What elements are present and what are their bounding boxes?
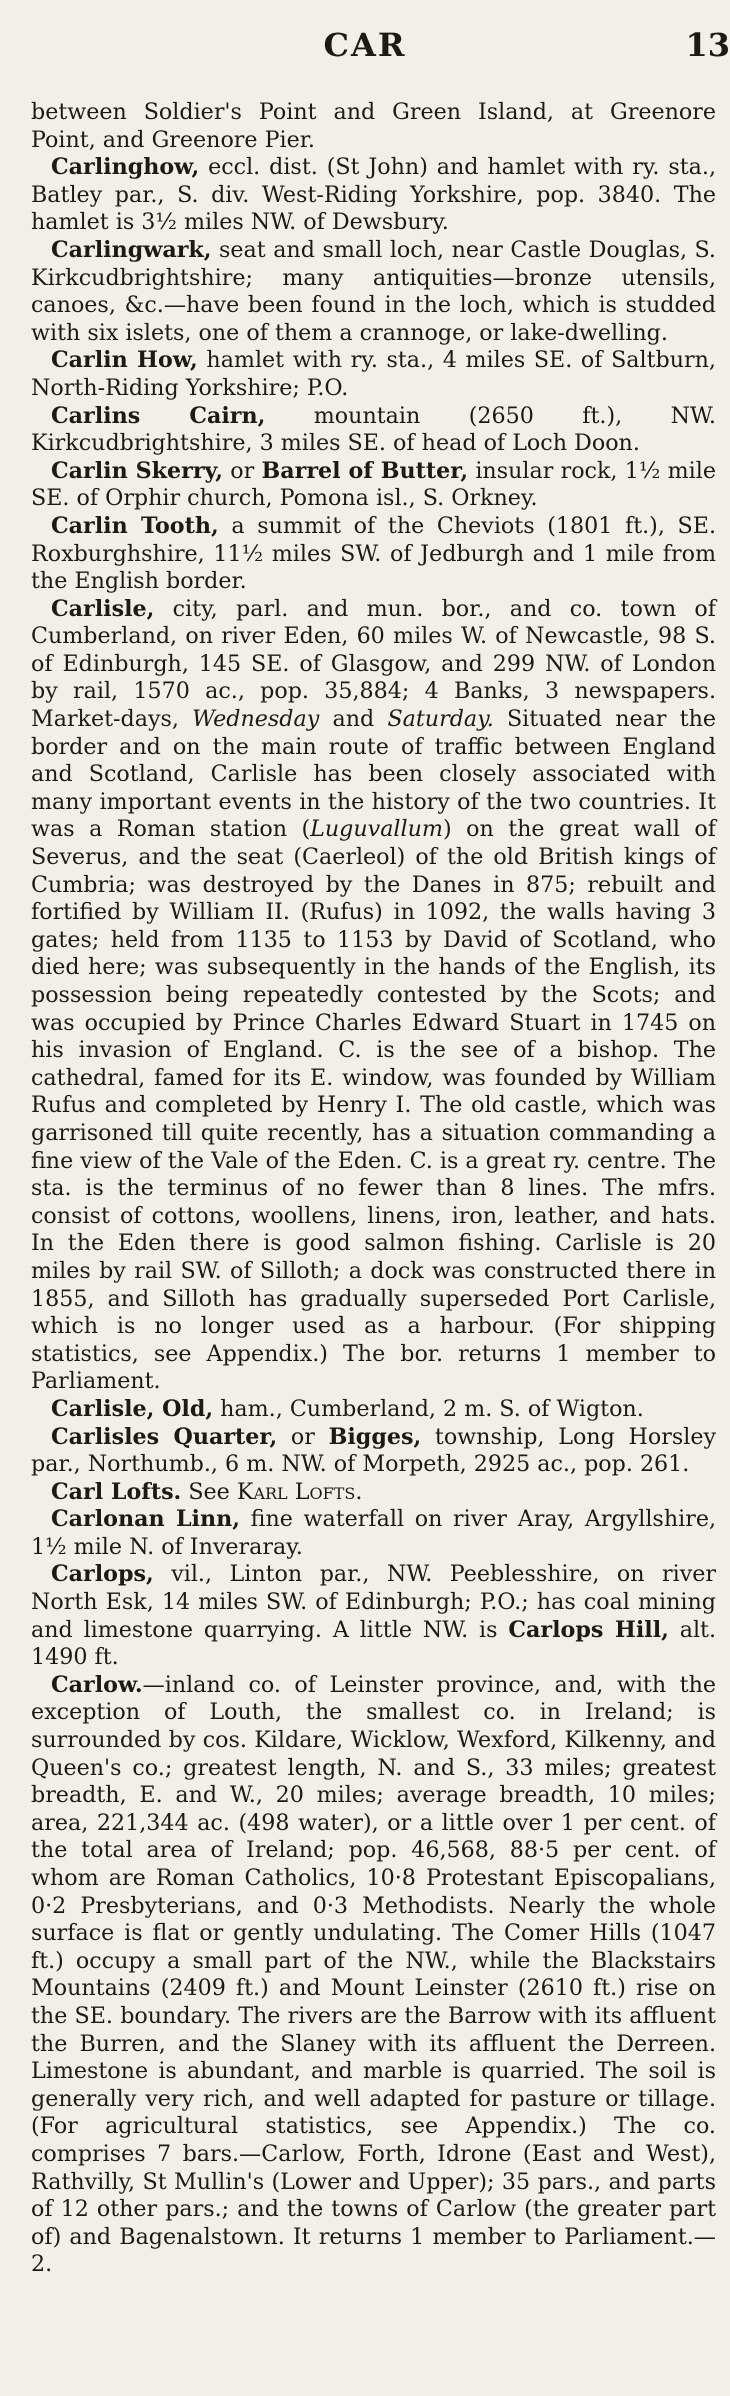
entry-body: vil., Linton par., NW. Peeblesshire, on river North Esk, 14 miles SW. of Edinburgh; P.O.; has coal mining and limestone quarrying. A little NW. is [31,1561,716,1643]
entry-body: city, parl. and mun. bor., and co. town of Cumberland, on river Eden, 60 miles W. of Newcastle, 98 S. of Edinburgh, 145 SE. of Glasgow, and 299 NW. of London by rail, 1570 ac., pop. 35,884; 4 Banks, 3 newspapers. Market-days, [31,595,716,733]
entry-headword: Carlinghow, [51,154,200,181]
entry-body: ham., Cumberland, 2 m. S. of Wigton. [213,1395,644,1422]
entry-alt-headword: Barrel of Butter, [261,457,469,484]
entry-body: —inland co. of Leinster province, and, with the exception of Louth, the smallest co. in Ireland; is surrounded by cos. Kildare, Wicklow, Wexford, Kilkenny, and Queen's co.; greatest length, N. and S., 33 miles; greatest breadth, E. and W., 20 miles; average breadth, 10 miles; area, 221,344 ac. (498 water), or a little over 1 per cent. of the total area of Ireland; pop. 46,568, 88·5 per cent. of whom are Roman Catholics, 10·8 Protestant Episcopalians, 0·2 Presbyterians, and 0·3 Methodists. Nearly the whole surface is flat or gently undulating. The Comer Hills (1047 ft.) occupy a small part of the NW., while the Blackstairs Mountains (2409 ft.) and Mount Leinster (2610 ft.) rise on the SE. boundary. The rivers are the Barrow with its affluent the Burren, and the Slaney with its affluent the Derreen. Limestone is abundant, and marble is quarried. The soil is generally very rich, and well adapted for pasture or tillage. (For agricultural statistics, see Appendix.) The co. comprises 7 bars.—Carlow, Forth, Idrone (East and West), Rathvilly, St Mullin's (Lower and Upper); 35 pars., and parts of 12 other pars.; and the towns of Carlow (the greater part of) and Bagenalstown. It returns 1 member to Parliament.—2. [31,1671,716,2278]
page-header [0,0,730,88]
entry-connector: See [181,1478,237,1505]
entry-body: hamlet with ry. sta., 4 miles SE. of Saltburn, North-Riding Yorkshire; P.O. [31,347,716,401]
entry-carlin-tooth [31,513,716,596]
entry-alt-headword: Carlops Hill, [508,1616,669,1643]
entry-headword: Carlow. [51,1671,143,1698]
entry-carlin-skerry [31,458,716,513]
entry-headword: Carlin Tooth, [51,512,219,539]
entry-body: between Soldier's Point and Green Island, at Greenore Point, and Greenore Pier. [31,99,716,153]
entry-headword: Carlisle, Old, [51,1395,214,1422]
entry-headword: Carlin Skerry, [51,457,224,484]
entry-carlisles-quarter [31,1424,716,1479]
entry-headword: Carlisle, [51,595,155,622]
entry-carlin-how [31,347,716,402]
entry-body: alt. 1490 ft. [31,1616,717,1671]
latin-name: Luguvallum [310,816,443,843]
entry-body: township, Long Horsley par., Northumb., 6 m. NW. of Morpeth, 2925 ac., pop. 261. [31,1423,716,1478]
market-day: Saturday. [387,706,494,733]
entry-carlinghow [31,154,716,237]
entry-carlow [31,1672,716,2279]
entry-headword: Carlin How, [51,347,198,374]
entry-body: ) on the great wall of Severus, and the seat (Caerleol) of the old British kings of Cumbria; was destroyed by the Danes in 875; rebuilt and fortified by William II. (Rufus) in 1092, the walls having 3 gates; held from 1135 to 1153 by David of Scotland, who died here; was subsequently in the hands of the English, its possession being repeatedly contested by the Scots; and was occupied by Prince Charles Edward Stuart in 1745 on his invasion of England. C. is the see of a bishop. The cathedral, famed for its E. window, was founded by William Rufus and completed by Henry I. The old castle, which was garrisoned till quite recently, has a situation commanding a fine view of the Vale of the Eden. C. is a great ry. centre. The sta. is the terminus of no fewer than 8 lines. The mfrs. consist of cottons, woollens, linens, iron, leather, and hats. In the Eden there is good salmon fishing. Carlisle is 20 miles by rail SW. of Silloth; a dock was constructed there in 1855, and Silloth has gradually superseded Port Carlisle, which is no longer used as a harbour. (For shipping statistics, see Appendix.) The bor. returns 1 member to Parliament. [31,816,716,1395]
entry-body: Situated near the border and on the main route of traffic between England and Scotland, Carlisle has been closely associated with many important events in the history of the two countries. It was a Roman station ( [31,706,717,843]
entry-carlisle [31,596,716,1396]
entry-body: mountain (2650 ft.), NW. Kirkcudbrightshire, 3 miles SE. of head of Loch Doon. [31,402,716,457]
entries-column [31,99,716,2279]
entry-carlisle-old [31,1396,716,1424]
entry-headword: Carlingwark, [51,236,212,263]
entry-headword: Carlops, [51,1561,154,1588]
entry-connector: or [277,1423,329,1450]
entry-body: and [319,706,388,733]
entry-continuation [31,99,716,154]
entry-carlops [31,1561,716,1671]
entry-headword: Carlins Cairn, [51,402,266,429]
page-number: 13 [685,26,730,64]
entry-body: insular rock, 1½ mile SE. of Orphir church, Pomona isl., S. Orkney. [31,457,716,512]
entry-carlins-cairn [31,403,716,458]
entry-headword: Carlisles Quarter, [51,1423,278,1450]
entry-carlonan-linn [31,1506,716,1561]
entry-body: eccl. dist. (St John) and hamlet with ry. sta., Batley par., S. div. West-Riding Yorkshire, pop. 3840. The hamlet is 3½ miles NW. of Dewsbury. [31,154,716,236]
market-day: Wednesday [192,706,320,733]
entry-body: seat and small loch, near Castle Douglas, S. Kirkcudbrightshire; many antiquities—bronze utensils, canoes, &c.—have been found in the loch, which is studded with six islets, one of them a crannoge, or lake-dwelling. [31,236,716,346]
entry-carl-lofts [31,1479,716,1507]
entry-carlingwark [31,237,716,347]
entry-headword: Carlonan Linn, [51,1506,240,1533]
entry-body: a summit of the Cheviots (1801 ft.), SE. Roxburghshire, 11½ miles SW. of Jedburgh and 1 mile from the English border. [31,512,716,595]
entry-alt-headword: Bigges, [328,1423,422,1450]
entry-headword: Carl Lofts. [51,1478,182,1505]
entry-connector: or [223,457,262,484]
running-head: CAR [323,26,407,64]
cross-reference: Karl Lofts. [236,1478,363,1505]
entry-body: fine waterfall on river Aray, Argyllshire, 1½ mile N. of Inveraray. [31,1506,716,1560]
